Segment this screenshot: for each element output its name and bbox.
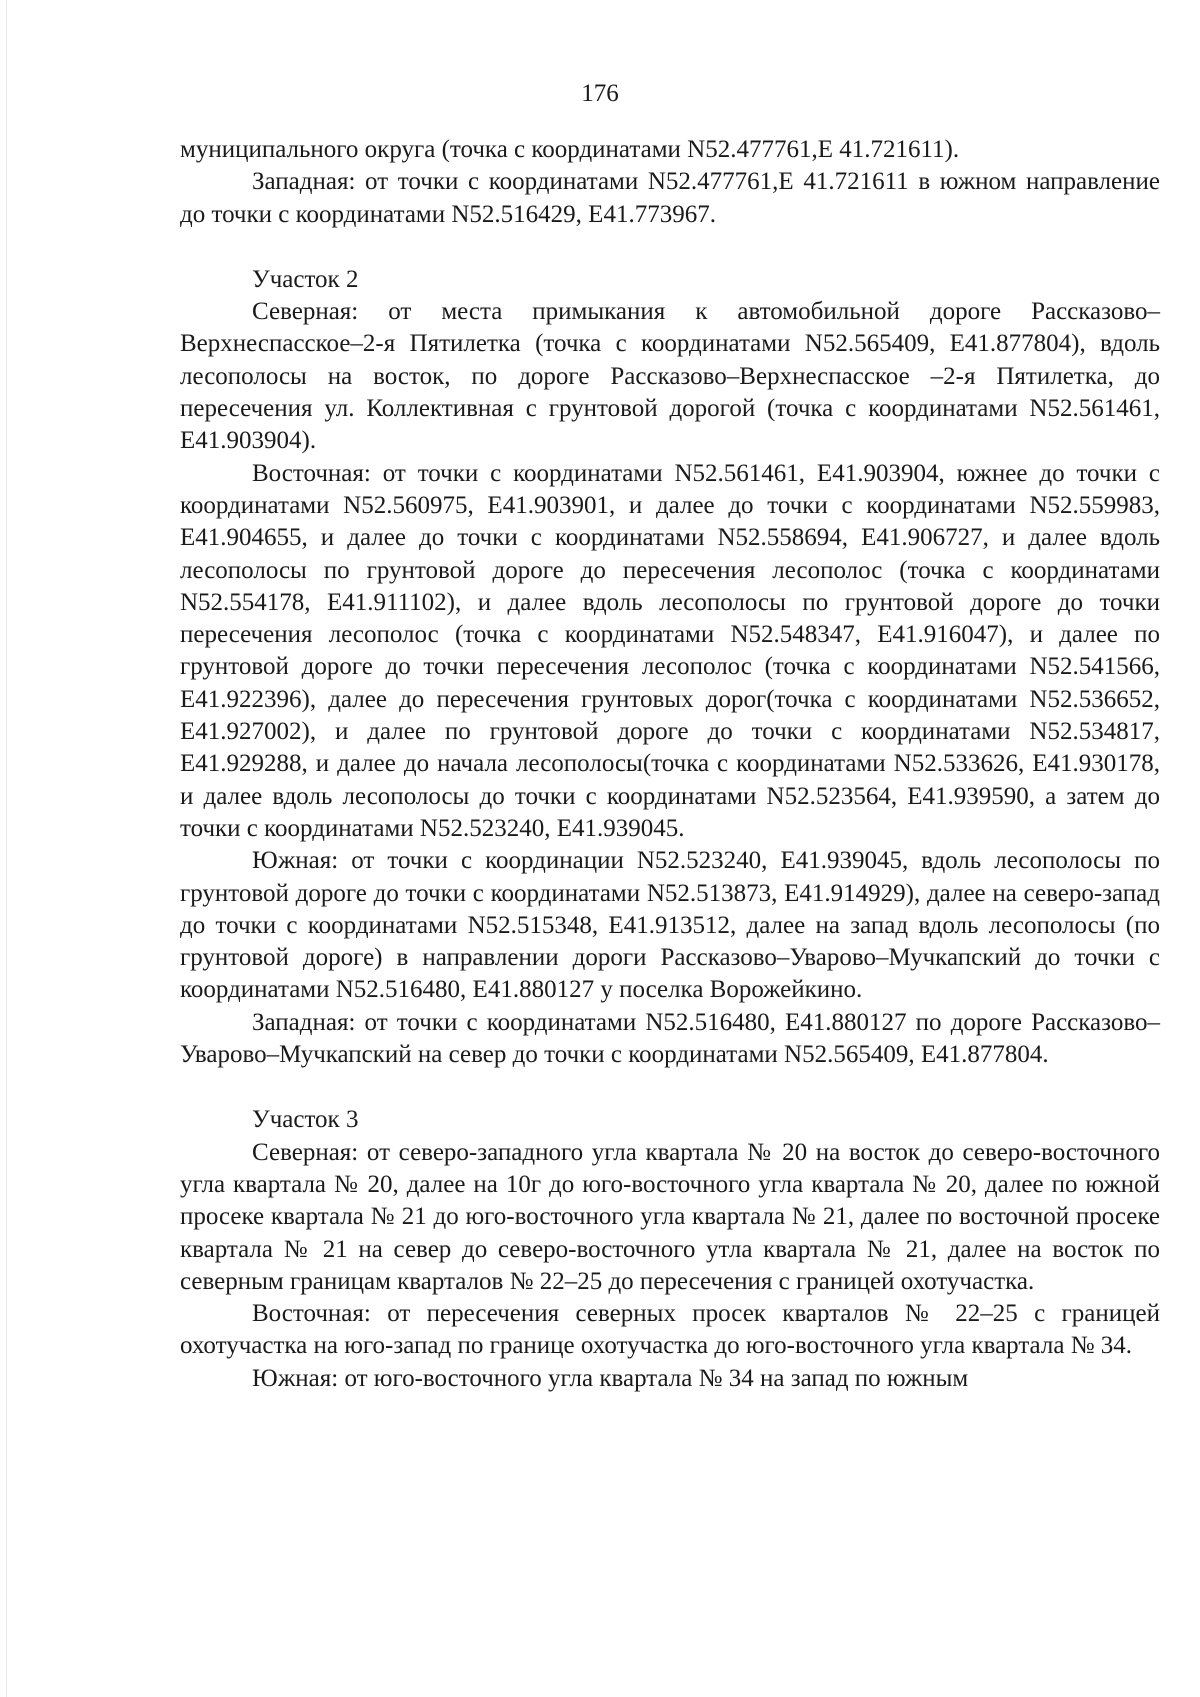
page-number: 176 — [581, 80, 619, 107]
intro-continuation: муниципального округа (точка с координатами N52.477761,E 41.721611). — [180, 136, 960, 163]
intro-west-boundary: Западная: от точки с координатами N52.477761,E 41.721611 в южном направление до точки с координатами N52.516429, E41.773967. — [180, 168, 1160, 228]
scan-edge-line — [6, 0, 7, 1697]
section-2-south-boundary: Южная: от точки с координации N52.523240, E41.939045, вдоль лесополосы по грунтовой дороге до точки с координатами N52.513873, E41.914929), далее на северо-запад до точки с координатами N52.515348, E41.913512, далее на запад вдоль лесополосы (по грунтовой дороге) в направлении дороги Рассказово–Уварово–Мучкапский до точки с координатами N52.516480, E41.880127 у поселка Ворожейкино. — [180, 847, 1160, 1004]
section-2-title: Участок 2 — [252, 265, 359, 293]
section-2-east-boundary: Восточная: от точки с координатами N52.561461, E41.903904, южнее до точки с координатами N52.560975, E41.903901, и далее до точки с координатами N52.559983, E41.904655, и далее до точки с координатами N52.558694, E41.906727, и далее вдоль лесополосы по грунтовой дороге до пересечения лесополос (точка с координатами N52.554178, E41.911102), и далее вдоль лесополосы по грунтовой дороге до точки пересечения лесополос (точка с координатами N52.548347, E41.916047), и далее по грунтовой дороге до точки пересечения лесополос (точка с координатами N52.541566, E41.922396), далее до пересечения грунтовых дорог(точка с координатами N52.536652, E41.927002), и далее по грунтовой дороге до точки с координатами N52.534817, E41.929288, и далее до начала лесополосы(точка с координатами N52.533626, E41.930178, и далее вдоль лесополосы до точки с координатами N52.523564, E41.939590, а затем до точки с координатами N52.523240, E41.939045. — [180, 459, 1160, 842]
section-3-south-boundary: Южная: от юго-восточного угла квартала № 34 на запад по южным — [252, 1364, 969, 1392]
document-body — [180, 134, 1160, 1395]
section-3-title: Участок 3 — [252, 1106, 359, 1134]
section-3-north-boundary: Северная: от северо-западного угла квартала № 20 на восток до северо-восточного угла квартала № 20, далее на 10г до юго-восточного угла квартала № 20, далее по южной просеке квартала № 21 до юго-восточного угла квартала № 21, далее по восточной просеке квартала № 21 на север до северо-восточного утла квартала № 21, далее на восток по северным границам кварталов № 22–25 до пересечения с границей охотучастка. — [180, 1138, 1160, 1295]
section-spacer — [180, 231, 1160, 264]
section-2-north-boundary: Северная: от места примыкания к автомобильной дороге Рассказово–Верхнеспасское–2-я Пятилетка (точка с координатами N52.565409, E41.877804), вдоль лесополосы на восток, по дороге Рассказово–Верхнеспасское –2-я Пятилетка, до пересечения ул. Коллективная с грунтовой дорогой (точка с координатами N52.561461, E41.903904). — [180, 298, 1160, 455]
section-2-west-boundary: Западная: от точки с координатами N52.516480, E41.880127 по дороге Рассказово–Уварово–Мучкапский на север до точки с координатами N52.565409, E41.877804. — [180, 1008, 1160, 1069]
section-spacer — [180, 1071, 1160, 1104]
section-3-east-boundary: Восточная: от пересечения северных просек кварталов № 22–25 с границей охотучастка на юго-запад по границе охотучастка до юго-восточного угла квартала № 34. — [180, 1300, 1160, 1360]
